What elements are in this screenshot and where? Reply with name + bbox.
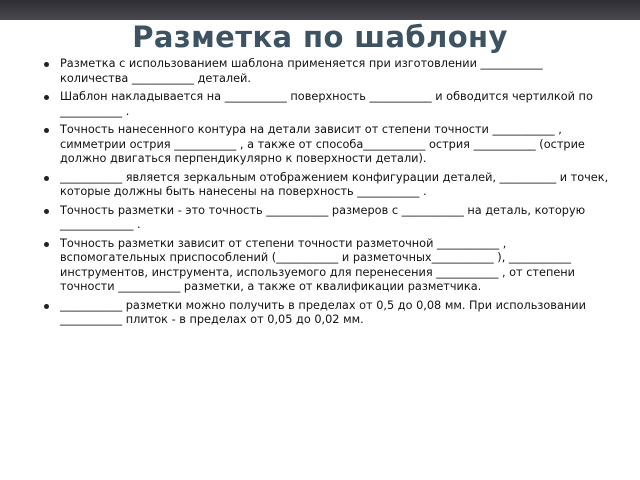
bullet-item [0, 299, 640, 328]
bullet-dot-icon [44, 62, 49, 67]
bullet-text: Разметка с использованием шаблона применяется при изготовлении ___________ количества ___________ деталей. [60, 57, 543, 85]
bullet-dot-icon [44, 242, 49, 247]
bullet-text: Точность разметки - это точность ___________ размеров с ___________ на деталь, которую _____________ . [60, 203, 586, 231]
bullet-list [0, 57, 640, 328]
bullet-item [0, 171, 640, 200]
bullet-item [0, 90, 640, 119]
bullet-item [0, 123, 640, 167]
slide-content [0, 57, 640, 477]
bullet-item [0, 237, 640, 295]
bullet-text: Точность нанесенного контура на детали зависит от степени точности ___________ , симметрии острия ___________ , а также от способа___________ острия ___________ (острие должно двигаться перпендикулярно к поверхности детали). [60, 123, 585, 165]
bullet-dot-icon [44, 176, 49, 181]
bullet-dot-icon [44, 95, 49, 100]
bullet-text: Шаблон накладывается на ___________ поверхность ___________ и обводится чертилкой по ___________ . [60, 90, 593, 118]
bullet-item [0, 204, 640, 233]
bullet-dot-icon [44, 128, 49, 133]
bullet-text: ___________ является зеркальным отображением конфигурации деталей, __________ и точек, которые должны быть нанесены на поверхность ___________ . [60, 170, 609, 198]
bullet-text: ___________ разметки можно получить в пределах от 0,5 до 0,08 мм. При использовании ___________ плиток - в пределах от 0,05 до 0,02 мм. [60, 298, 586, 326]
bullet-dot-icon [44, 209, 49, 214]
bullet-item [0, 57, 640, 86]
bullet-dot-icon [44, 304, 49, 309]
bullet-text: Точность разметки зависит от степени точности разметочной ___________ , вспомогательных приспособлений (___________ и разметочных___________ ), ___________ инструментов, инструмента, используемого для перенесения ___________ , от степени точности ___________ разметки, а также от квалификации разметчика. [60, 236, 576, 293]
slide-title: Разметка по шаблону [132, 20, 508, 54]
